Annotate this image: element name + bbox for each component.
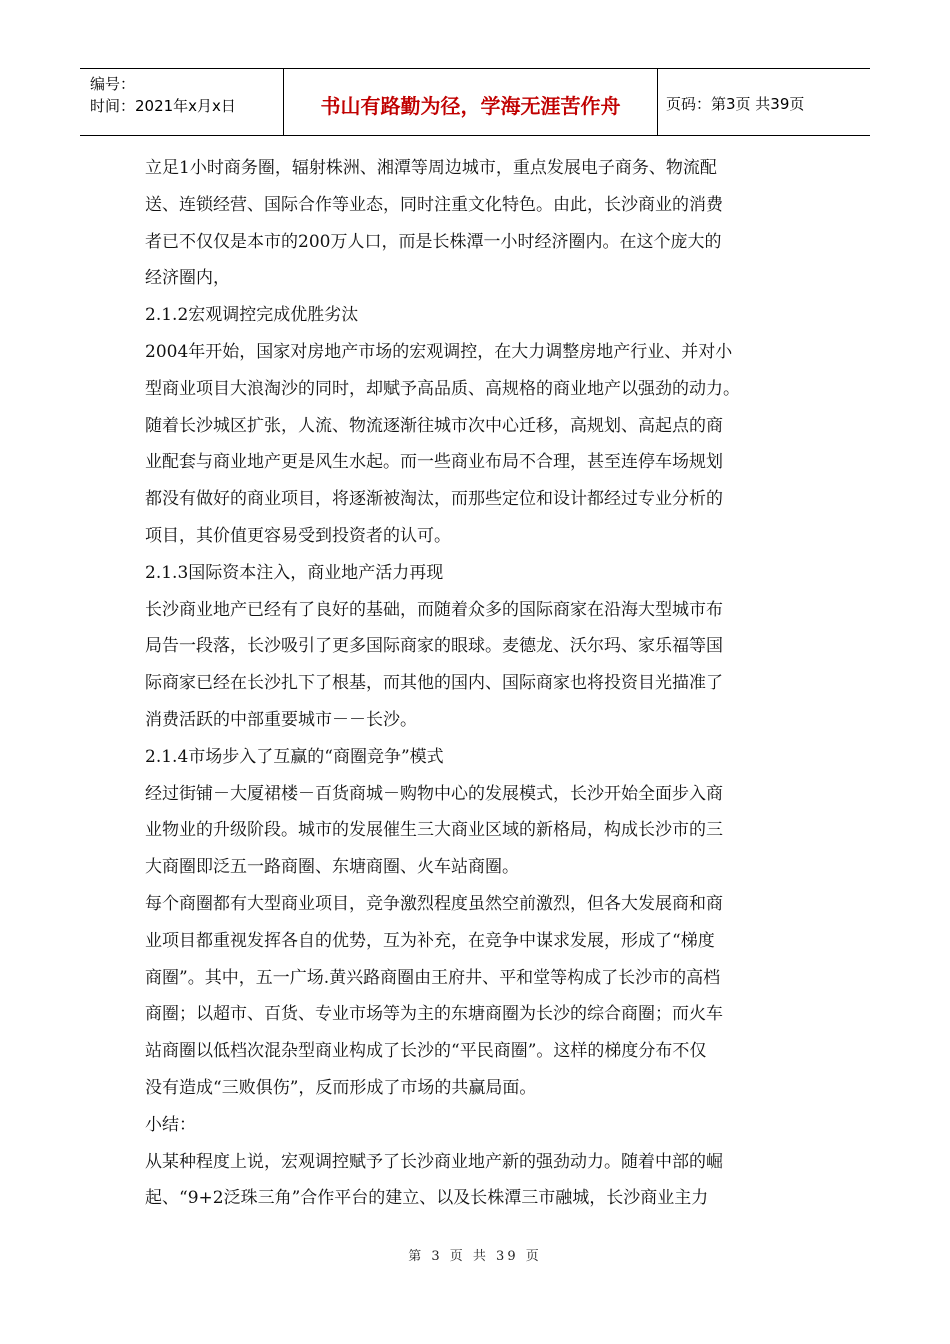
body-line: 商圈；以超市、百货、专业市场等为主的东塘商圈为长沙的综合商圈；而火车 [145, 1004, 723, 1025]
body-line: 立足1小时商务圈，辐射株洲、湘潭等周边城市，重点发展电子商务、物流配 [145, 158, 717, 178]
body-line: 长沙商业地产已经有了良好的基础，而随着众多的国际商家在沿海大型城市布 [145, 599, 723, 620]
body-line: 消费活跃的中部重要城市－－长沙。 [145, 709, 417, 730]
section-heading-2-1-3: 2.1.3国际资本注入，商业地产活力再现 [145, 562, 444, 583]
header-motto: 书山有路勤为径，学海无涯苦作舟 [284, 69, 658, 135]
body-line: 型商业项目大浪淘沙的同时，却赋予高品质、高规格的商业地产以强劲的动力。 [145, 378, 740, 399]
body-line: 从某种程度上说，宏观调控赋予了长沙商业地产新的强劲动力。随着中部的崛 [145, 1151, 723, 1172]
body-line: 起、“9+2泛珠三角”合作平台的建立、以及长株潭三市融城，长沙商业主力 [145, 1188, 709, 1209]
section-heading-2-1-4: 2.1.4市场步入了互赢的“商圈竞争”模式 [145, 746, 444, 767]
body-line: 没有造成“三败俱伤”，反而形成了市场的共赢局面。 [145, 1077, 537, 1098]
page-header [80, 68, 870, 136]
body-line: 站商圈以低档次混杂型商业构成了长沙的“平民商圈”。这样的梯度分布不仅 [145, 1041, 707, 1062]
header-meta [80, 69, 284, 135]
body-line: 者已不仅仅是本市的200万人口，而是长株潭一小时经济圈内。在这个庞大的 [145, 231, 722, 252]
body-line: 际商家已经在长沙扎下了根基，而其他的国内、国际商家也将投资目光描准了 [145, 673, 723, 694]
body-line: 每个商圈都有大型商业项目，竞争激烈程度虽然空前激烈，但各大发展商和商 [145, 893, 723, 914]
body-line: 都没有做好的商业项目，将逐渐被淘汰，而那些定位和设计都经过专业分析的 [145, 489, 723, 510]
page-footer: 第 3 页 共 39 页 [408, 1249, 542, 1264]
document-body [145, 150, 825, 1217]
header-page-code: 页码：第3页 共39页 [666, 94, 805, 113]
body-line: 商圈”。其中，五一广场.黄兴路商圈由王府井、平和堂等构成了长沙市的高档 [145, 967, 721, 988]
body-line: 业项目都重视发挥各自的优势，互为补充，在竞争中谋求发展，形成了“梯度 [145, 930, 715, 951]
body-line: 项目，其价值更容易受到投资者的认可。 [145, 525, 451, 546]
body-line: 经济圈内， [145, 268, 230, 289]
body-line: 大商圈即泛五一路商圈、东塘商圈、火车站商圈。 [145, 857, 519, 878]
body-line: 送、连锁经营、国际合作等业态，同时注重文化特色。由此，长沙商业的消费 [145, 194, 723, 215]
body-line: 随着长沙城区扩张，人流、物流逐渐往城市次中心迁移，高规划、高起点的商 [145, 415, 723, 436]
summary-heading: 小结： [145, 1114, 196, 1135]
body-line: 业物业的升级阶段。城市的发展催生三大商业区域的新格局，构成长沙市的三 [145, 820, 723, 841]
body-line: 业配套与商业地产更是风生水起。而一些商业布局不合理，甚至连停车场规划 [145, 452, 723, 473]
body-line: 经过街铺－大厦裙楼－百货商城－购物中心的发展模式，长沙开始全面步入商 [145, 783, 723, 804]
section-heading-2-1-2: 2.1.2宏观调控完成优胜劣汰 [145, 305, 359, 326]
document-time-label: 时间：2021年x月x日 [90, 97, 236, 115]
body-line: 局告一段落，长沙吸引了更多国际商家的眼球。麦德龙、沃尔玛、家乐福等国 [145, 636, 723, 657]
document-number-label: 编号： [90, 75, 136, 93]
body-line: 2004年开始，国家对房地产市场的宏观调控，在大力调整房地产行业、并对小 [145, 341, 733, 362]
